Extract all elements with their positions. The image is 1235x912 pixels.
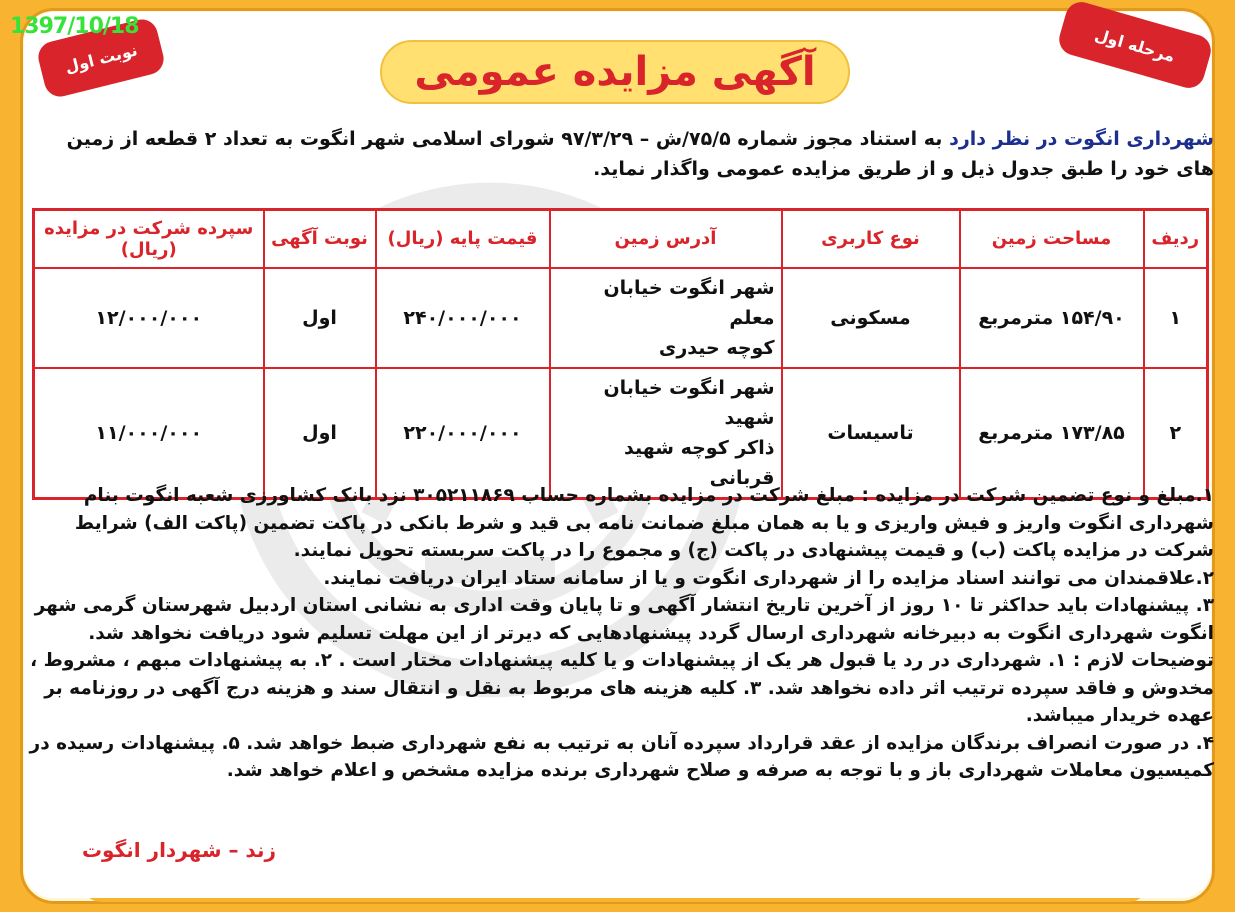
address-line: کوچه حیدری	[658, 336, 775, 359]
intro-paragraph	[28, 124, 1214, 184]
date-stamp: 1397/10/18	[10, 14, 139, 39]
col-header-row-number: ردیف	[1144, 210, 1208, 268]
condition-paragraph: ۱.مبلغ و نوع تضمین شرکت در مزایده : مبلغ شرکت در مزایده بشماره حساب ۳۰۵۲۱۱۸۶۹ نزد بانک کشاورزی شعبه انگوت بنام شهرداری انگوت واریز و فیش واریزی و یا به همان مبلغ ضمانت نامه بی قید و شرط بانکی در پاکت تضمین (پاکت الف) شرایط شرکت در مزایده پاکت (ب) و قیمت پیشنهادی در پاکت (ج) و مجموع را در پاکت سربسته تحویل نمایند.	[74, 485, 1214, 561]
condition-paragraph: ۳. پیشنهادات باید حداکثر تا ۱۰ روز از آخرین تاریخ انتشار آگهی و تا پایان وقت اداری به نشانی استان اردبیل شهرستان گرمی شهر انگوت شهرداری انگوت به دبیرخانه شهرداری ارسال گردد پیشنهادهایی که دیرتر از این مهلت تسلیم شود دریافت نخواهد شد.	[34, 595, 1214, 644]
cell-deposit: ۱۲/۰۰۰/۰۰۰	[34, 268, 264, 368]
col-header-address: آدرس زمین	[550, 210, 782, 268]
cell-usage: مسکونی	[782, 268, 960, 368]
col-header-round: نوبت آگهی	[264, 210, 376, 268]
conditions-text	[28, 482, 1214, 785]
page-title: آگهی مزایده عمومی	[380, 40, 850, 104]
address-line: شهر انگوت خیابان معلم	[603, 276, 775, 329]
condition-paragraph: ۲.علاقمندان می توانند اسناد مزایده را از شهرداری انگوت و یا از سامانه ستاد ایران دریافت نمایند.	[323, 567, 1214, 589]
condition-paragraph: ۴. در صورت انصراف برندگان مزایده از عقد قرارداد سپرده آنان به ترتیب به نفع شهرداری ضبط خواهد شد. ۵. پیشنهادات رسیده در کمیسیون معاملات شهرداری باز و با توجه به صرفه و صلاح شهرداری برنده مزایده مشخص و اعلام خواهد شد.	[29, 732, 1214, 781]
signature: زند – شهردار انگوت	[81, 838, 276, 862]
cell-row-number: ۱	[1144, 268, 1208, 368]
stage-badge: مرحله اول	[1055, 0, 1214, 92]
cell-area: ۱۷۳/۸۵ مترمربع	[960, 368, 1144, 499]
cell-address	[550, 268, 782, 368]
table-header-row	[34, 210, 1208, 268]
cell-area: ۱۵۴/۹۰ مترمربع	[960, 268, 1144, 368]
col-header-base-price: قیمت پایه (ریال)	[376, 210, 550, 268]
condition-paragraph: توضیحات لازم : ۱. شهرداری در رد یا قبول هر یک از پیشنهادات و یا کلیه پیشنهادات مختار است . ۲. به پیشنهادات مبهم ، مشروط ، مخدوش و فاقد سپرده ترتیب اثر داده نخواهد شد. ۳. کلیه هزینه های مربوط به نقل و انتقال سند و هزینه درج آگهی در روزنامه بر عهده خریدار میباشد.	[30, 650, 1214, 726]
auction-table	[32, 208, 1209, 500]
cell-address	[550, 368, 782, 499]
cell-deposit: ۱۱/۰۰۰/۰۰۰	[34, 368, 264, 499]
cell-round: اول	[264, 268, 376, 368]
cell-base-price: ۲۲۰/۰۰۰/۰۰۰	[376, 368, 550, 499]
intro-highlight: شهرداری انگوت در نظر دارد	[949, 128, 1214, 150]
col-header-deposit: سپرده شرکت در مزایده (ریال)	[34, 210, 264, 268]
cell-round: اول	[264, 368, 376, 499]
col-header-usage: نوع کاربری	[782, 210, 960, 268]
round-badge: نوبت اول	[35, 16, 167, 100]
cell-base-price: ۲۴۰/۰۰۰/۰۰۰	[376, 268, 550, 368]
table-row	[34, 268, 1208, 368]
cell-usage: تاسیسات	[782, 368, 960, 499]
intro-text: به استناد مجوز شماره ۷۵/۵/ش – ۹۷/۳/۲۹ شورای اسلامی شهر انگوت به تعداد ۲ قطعه از زمین های خود را طبق جدول ذیل و از طریق مزایده عمومی واگذار نماید.	[66, 128, 1214, 180]
table-row	[34, 368, 1208, 499]
col-header-area: مساحت زمین	[960, 210, 1144, 268]
cell-row-number: ۲	[1144, 368, 1208, 499]
address-line: شهر انگوت خیابان شهید	[603, 376, 775, 429]
address-line: ذاکر کوچه شهید قربانی	[624, 436, 775, 489]
